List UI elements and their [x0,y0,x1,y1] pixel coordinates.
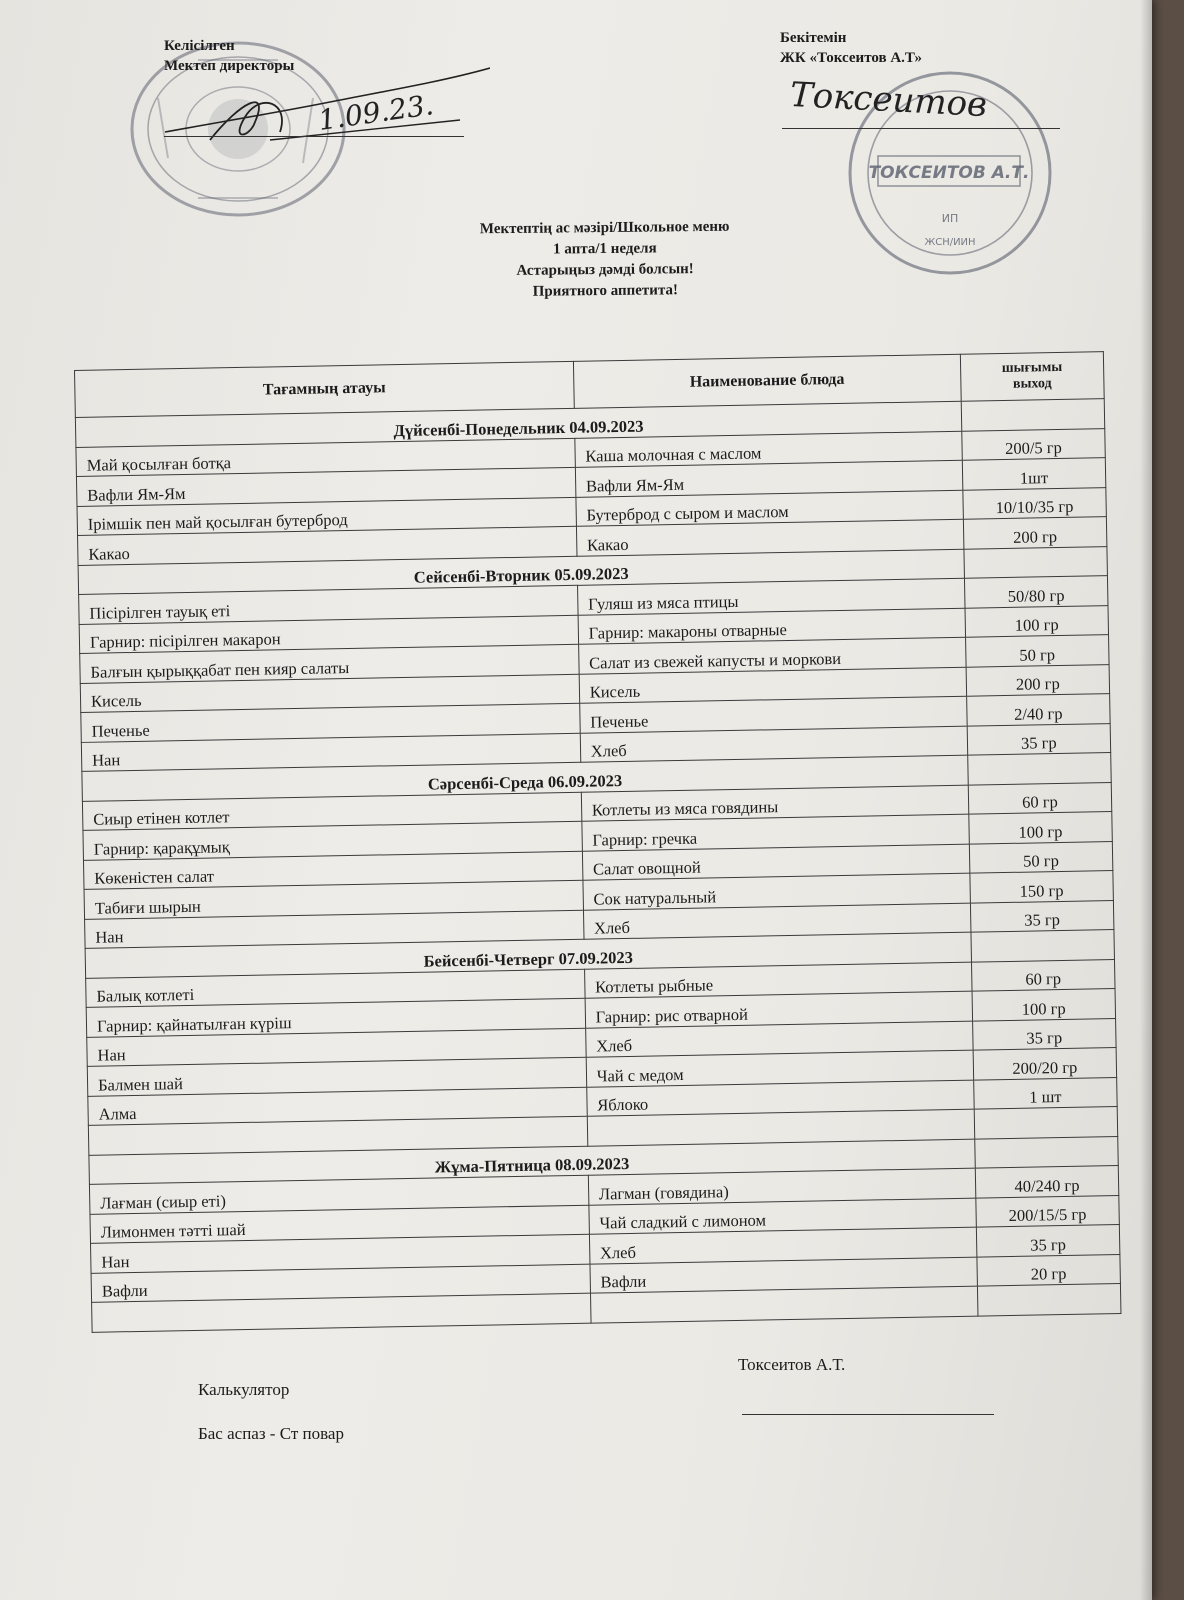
dish-output: 2/40 гр [966,694,1110,726]
dish-name-kz: Гарнир: пісірілген макарон [79,615,578,654]
dish-output [974,1107,1118,1139]
dish-name-ru: Салат овощной [582,844,969,881]
signature-date-text: 1.09.23. [316,88,436,137]
dish-output: 20 гр [977,1254,1121,1286]
dish-name-kz: Нан [81,733,580,772]
dish-name-kz: Көкеністен салат [83,851,582,890]
dish-name-ru: Вафли [590,1257,977,1294]
dish-name-ru: Чай сладкий с лимоном [589,1198,976,1235]
dish-name-ru: Гуляш из мяса птицы [577,578,964,615]
dish-output: 35 гр [976,1224,1120,1256]
approval-left-line1: Келісілген [164,38,235,54]
dish-name-ru: Котлеты из мяса говядины [581,785,968,822]
dish-name-kz: Балмен шай [87,1057,586,1096]
dish-name-ru: Гарнир: макароны отварные [578,608,965,645]
column-header-kz: Тағамның атауы [75,361,575,417]
dish-name-ru: Кисель [579,667,966,704]
approval-right-line2: ЖК «Токсеитов А.Т» [780,50,923,66]
dish-output: 40/240 гр [975,1165,1119,1197]
left-signature-line [164,136,464,137]
stamp-iin-text: ЖСН/ИИН [924,237,976,248]
dish-name-ru: Лагман (говядина) [588,1168,975,1205]
entrepreneur-signature-text: Токсеитов [789,74,988,126]
day-output-cell [961,399,1105,431]
dish-name-ru: Салат из свежей капусты и моркови [578,637,965,674]
column-header-output [960,352,1104,402]
dish-name-kz: Лимонмен тәтті шай [90,1205,589,1244]
dish-output: 1 шт [973,1077,1117,1109]
dish-name-kz: Гарнир: қарақұмық [83,821,582,860]
title-line1: Мектептің ас мәзірі/Школьное меню [479,218,730,238]
menu-table-body [75,399,1121,1332]
title-line3: Астарыңыз дәмді болсын! [516,261,694,279]
dish-name-ru: Печенье [579,696,966,733]
menu-table [74,351,1121,1332]
dish-output: 50 гр [965,635,1109,667]
dish-output: 35 гр [970,900,1114,932]
dish-name-ru: Котлеты рыбные [584,962,971,999]
dish-name-kz: Нан [85,910,584,949]
dish-output: 200/5 гр [962,428,1106,460]
dish-output: 100 гр [969,812,1113,844]
dish-name-ru: Какао [576,519,963,556]
dish-name-ru: Гарнир: гречка [582,814,969,851]
dish-name-kz: Май қосылған ботқа [76,438,575,477]
dish-name-kz: Какао [78,526,577,565]
day-output-cell [971,930,1115,962]
dish-output: 1шт [962,458,1106,490]
menu-title [380,216,831,305]
day-title: Дүйсенбі-Понедельник 04.09.2023 [75,401,961,447]
dish-name-ru: Бутерброд с сыром и маслом [576,490,963,527]
column-header-ru: Наименование блюда [573,354,961,408]
dish-output: 150 гр [970,871,1114,903]
day-output-cell [964,546,1108,578]
dish-output: 100 гр [972,989,1116,1021]
dish-name-kz: Лағман (сиыр еті) [89,1175,588,1214]
dish-output: 35 гр [972,1018,1116,1050]
page-edge-shadow [1140,0,1152,1600]
approval-right-block [780,28,922,68]
stamp-name-text: ТОКСЕИТОВ А.Т. [868,163,1030,183]
footer-signature-line [742,1414,994,1415]
day-title: Сәрсенбі-Среда 06.09.2023 [82,755,968,801]
right-signature-line [782,128,1060,129]
dish-name-ru: Вафли Ям-Ям [575,460,962,497]
day-title: Сейсенбі-Вторник 05.09.2023 [78,549,964,595]
dish-name-ru: Хлеб [583,903,970,940]
dish-name-kz: Сиыр етінен котлет [82,792,581,831]
day-output-cell [967,753,1111,785]
dish-name-kz: Пісірілген тауық еті [79,585,578,624]
dish-name-ru: Яблоко [586,1080,973,1117]
dish-name-kz: Табиғи шырын [84,880,583,919]
day-title: Бейсенбі-Четверг 07.09.2023 [85,932,971,978]
dish-output: 200/20 гр [973,1048,1117,1080]
footer-name: Токсеитов А.Т. [738,1355,846,1374]
dish-name-ru: Гарнир: рис отварной [585,991,972,1028]
title-line2: 1 апта/1 неделя [553,240,657,258]
dish-name-ru: Хлеб [580,726,967,763]
dish-name-ru: Хлеб [589,1227,976,1264]
menu-table-wrapper [74,351,1121,1332]
dish-name-kz: Ірімшік пен май қосылған бутерброд [77,497,576,536]
dish-output: 200 гр [963,517,1107,549]
stamp-sub-text: ИП [941,212,959,225]
dish-output: 50/80 гр [964,576,1108,608]
dish-output: 200 гр [966,664,1110,696]
dish-output: 35 гр [967,723,1111,755]
dish-output: 200/15/5 гр [976,1195,1120,1227]
footer-chef: Бас аспаз - Ст повар [198,1424,344,1443]
dish-name-ru: Чай с медом [586,1050,973,1087]
approval-left-line2: Мектеп директоры [164,58,295,74]
dish-output [977,1283,1121,1315]
dish-output: 10/10/35 гр [963,487,1107,519]
dish-name-ru: Хлеб [585,1021,972,1058]
dish-name-kz: Нан [91,1234,590,1273]
footer-calculator: Калькулятор [198,1380,290,1399]
dish-name-kz: Балғын қырыққабат пен кияр салаты [80,644,579,683]
dish-name-ru: Каша молочная с маслом [575,431,962,468]
dish-output: 60 гр [971,959,1115,991]
day-title: Жұма-Пятница 08.09.2023 [89,1139,975,1185]
dish-name-kz: Вафли Ям-Ям [76,467,575,506]
approval-right-line1: Бекітемін [780,30,847,46]
column-header-output-kz: шығымы [1001,359,1063,376]
title-line4: Приятного аппетита! [532,282,679,300]
dish-name-ru: Сок натуральный [583,873,970,910]
dish-output: 60 гр [968,782,1112,814]
dish-name-kz: Печенье [81,703,580,742]
dish-name-kz: Алма [88,1087,587,1126]
dish-name-kz: Балық котлеті [86,969,585,1008]
column-header-output-ru: выход [1012,376,1052,392]
dish-name-ru [590,1286,977,1323]
dish-name-kz: Нан [87,1028,586,1067]
dish-output: 100 гр [965,605,1109,637]
dish-name-kz: Гарнир: қайнатылған күріш [86,998,585,1037]
dish-output: 50 гр [969,841,1113,873]
dish-name-kz: Вафли [91,1264,590,1303]
day-output-cell [975,1136,1119,1168]
dish-name-kz: Кисель [80,674,579,713]
